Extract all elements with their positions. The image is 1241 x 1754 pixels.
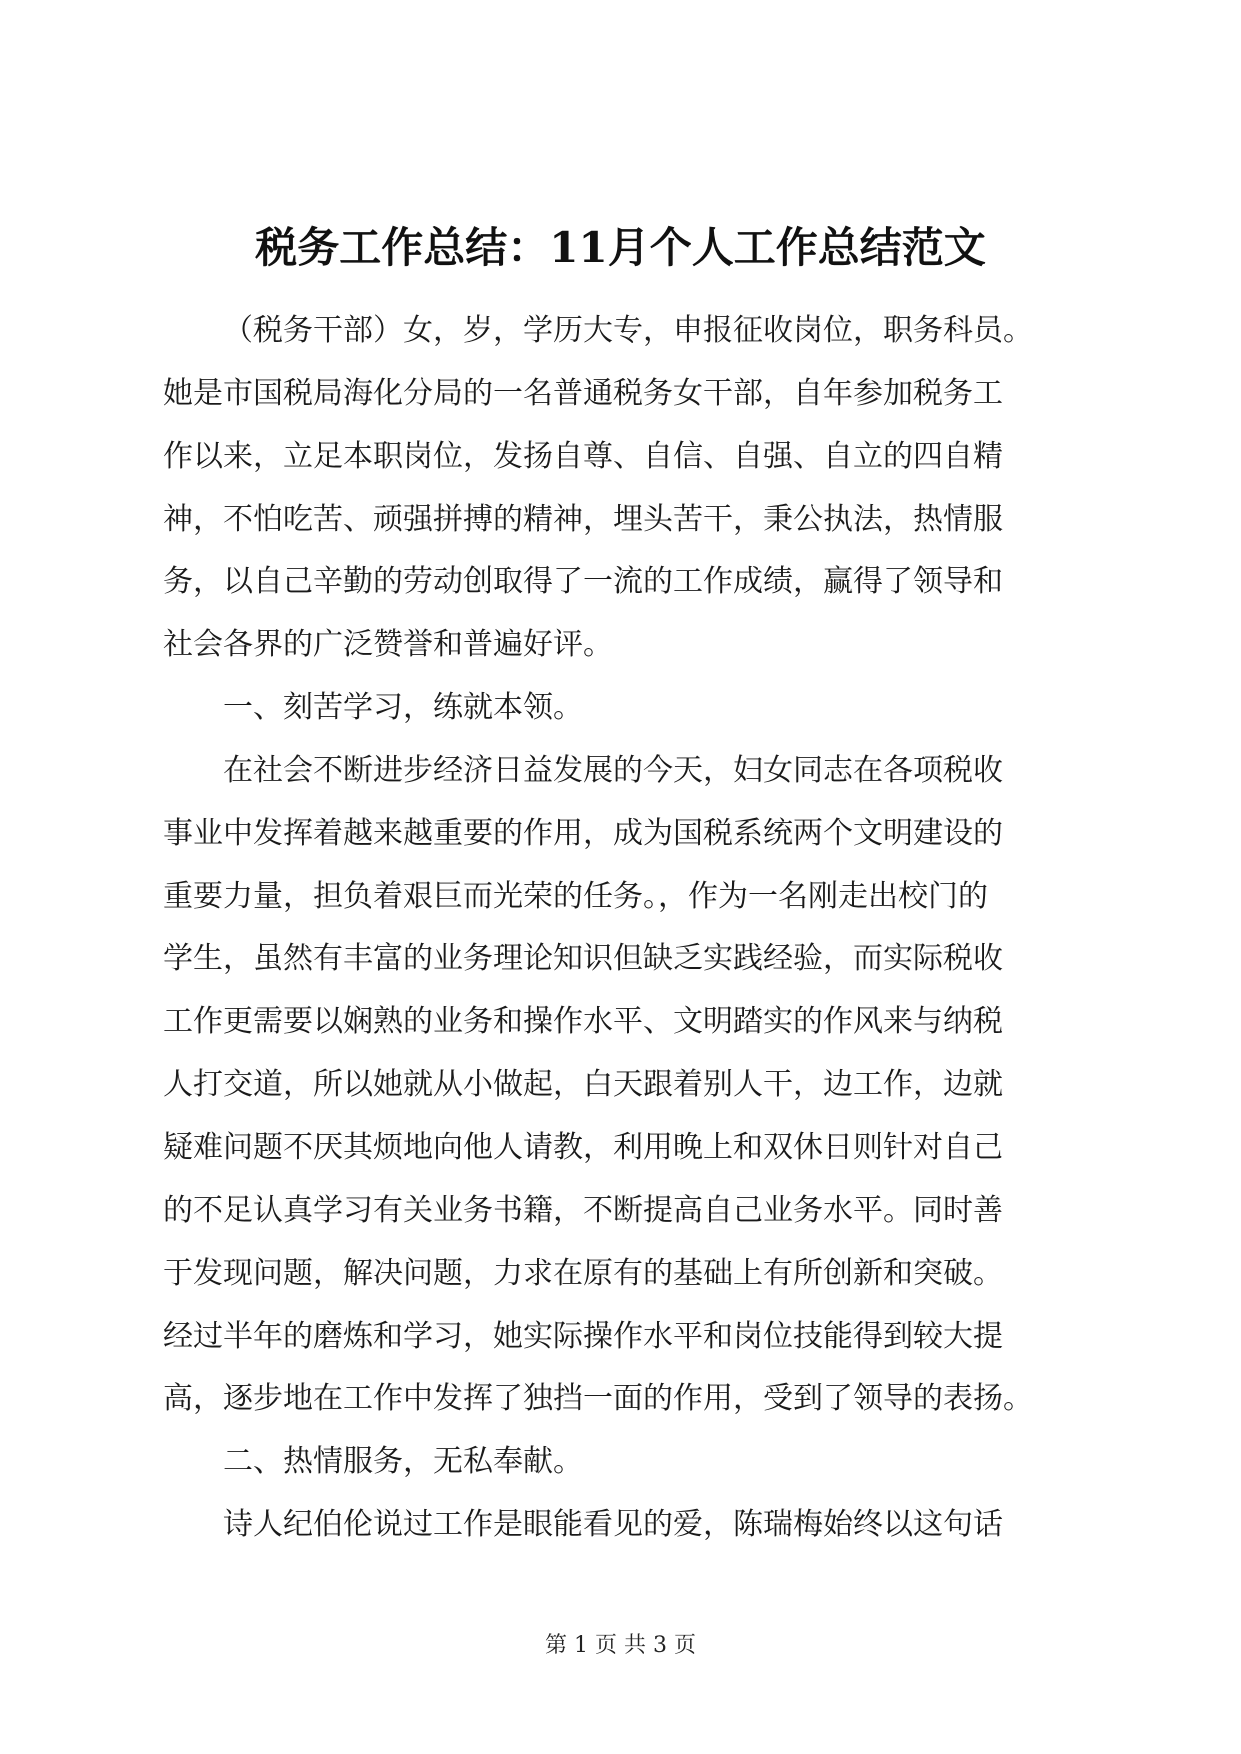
document-body — [163, 300, 1083, 1557]
section-heading: 二、热情服务，无私奉献。 — [223, 1444, 583, 1480]
body-line: 的不足认真学习有关业务书籍，不断提高自己业务水平。同时善 — [163, 1192, 1003, 1228]
page-footer: 第 1 页 共 3 页 — [545, 1633, 696, 1658]
body-line: 疑难问题不厌其烦地向他人请教，利用晚上和双休日则针对自己 — [163, 1129, 1003, 1165]
body-line: 在社会不断进步经济日益发展的今天，妇女同志在各项税收 — [223, 752, 1003, 788]
body-line: 社会各界的广泛赞誉和普遍好评。 — [163, 627, 613, 663]
body-line: 高，逐步地在工作中发挥了独挡一面的作用，受到了领导的表扬。 — [163, 1381, 1033, 1417]
body-line: （税务干部）女，岁，学历大专，申报征收岗位，职务科员。 — [223, 313, 1033, 348]
body-line: 务，以自己辛勤的劳动创取得了一流的工作成绩，赢得了领导和 — [163, 564, 1003, 600]
body-line: 诗人纪伯伦说过工作是眼能看见的爱，陈瑞梅始终以这句话 — [223, 1507, 1003, 1543]
body-line: 作以来，立足本职岗位，发扬自尊、自信、自强、自立的四自精 — [163, 438, 1003, 474]
body-line: 学生，虽然有丰富的业务理论知识但缺乏实践经验，而实际税收 — [163, 941, 1003, 977]
body-line: 事业中发挥着越来越重要的作用，成为国税系统两个文明建设的 — [163, 815, 1003, 851]
body-line: 工作更需要以娴熟的业务和操作水平、文明踏实的作风来与纳税 — [163, 1004, 1003, 1040]
section-heading: 一、刻苦学习，练就本领。 — [223, 690, 583, 726]
document-title: 税务工作总结：11月个人工作总结范文 — [255, 223, 986, 272]
body-line: 于发现问题，解决问题，力求在原有的基础上有所创新和突破。 — [163, 1255, 1003, 1291]
body-line: 她是市国税局海化分局的一名普通税务女干部，自年参加税务工 — [163, 375, 1003, 411]
body-line: 人打交道，所以她就从小做起，白天跟着别人干，边工作，边就 — [163, 1067, 1003, 1103]
body-line: 经过半年的磨炼和学习，她实际操作水平和岗位技能得到较大提 — [163, 1318, 1003, 1354]
body-line: 神，不怕吃苦、顽强拼搏的精神，埋头苦干，秉公执法，热情服 — [163, 501, 1003, 537]
body-line: 重要力量，担负着艰巨而光荣的任务。，作为一名刚走出校门的 — [163, 878, 988, 914]
